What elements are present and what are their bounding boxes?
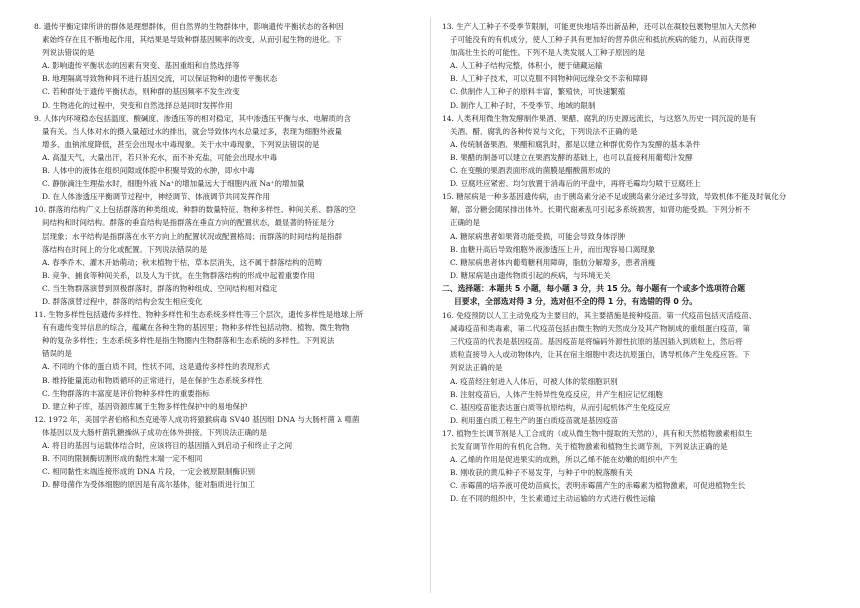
question-q12	[34, 413, 424, 492]
question-stem-line: 种的复杂多样性；生态系统多样性是指生物圈内生物群落和生态系统的多样性。下列说法	[42, 336, 335, 346]
question-stem-line: 17. 植物生长调节剂是人工合成的（或从微生物中提取的天然的），具有和天然植物激素相似生	[442, 428, 753, 438]
question-q15	[442, 190, 836, 282]
question-q9	[34, 112, 424, 204]
question-stem-line: 三代疫苗的代表是基因疫苗。基因疫苗是将编码外源性抗原的基因插入到质粒上，然后将	[450, 337, 743, 347]
question-stem-line: 列说法正确的是	[450, 363, 503, 373]
answer-option: B. 果醋的制备可以建立在果酒发酵的基础上，也可以直接利用葡萄汁发酵	[450, 152, 693, 162]
question-stem-line: 错误的是	[42, 349, 72, 359]
question-stem-line: 9. 人体内环境稳态包括温度、酸碱度、渗透压等的相对稳定，其中渗透压平衡与水、电解质的含	[34, 113, 352, 123]
question-stem-line: 关酒、醋、腐乳的各种传说与文化，下列说法不正确的是	[450, 126, 638, 136]
question-q16	[442, 309, 836, 427]
answer-option: D. 在人体渗透压平衡调节过程中，神经调节、体液调节共同发挥作用	[42, 192, 271, 202]
answer-option: B. 人体中的液体在组织间隙或体腔中积聚导致的水肿，即水中毒	[42, 166, 255, 176]
question-stem-line: 质粒直接导入人或动物体内，让其在宿主细胞中表达抗原蛋白，诱导机体产生免疫应答。下	[450, 350, 750, 360]
question-stem-line: 8. 遗传平衡定律所讲的群体是理想群体，但自然界的生物群体中，影响遗传平衡状态的各种因	[34, 22, 344, 31]
section-heading-multiple-choice	[442, 282, 836, 309]
answer-option: B. 刚收获的黄瓜种子不易发芽，与种子中的脱落酸有关	[450, 468, 633, 478]
question-stem-line: 12. 1972 年，美国学者伯格和杰克逊等人成功将猿猴病毒 SV40 基因组 DNA 与大肠杆菌 λ 噬菌	[34, 414, 360, 424]
question-stem-line: 子可能没有的有机成分，使人工种子具有更加好的营养供应和抵抗疾病的能力，从而获得更	[450, 35, 750, 45]
answer-option: A. 春季乔木、灌木开始萌动；秋末植物干枯，草本层消失，这不属于群落结构的范畴	[42, 257, 323, 267]
question-stem-line: 13. 生产人工种子不受季节限制，可能更快地培养出新品种，还可以在凝胶包裹物里加入天然种	[442, 22, 757, 31]
answer-option: A. 糖尿病患者如果肾功能受损，可能会导致身体浮肿	[450, 231, 626, 241]
question-stem-line: 素始终存在且不断地起作用，其结果是导致种群基因频率的改变，从而引起生物的进化。下	[42, 35, 342, 45]
question-stem-line: 11. 生物多样性包括遗传多样性、物种多样性和生态系统多样性等三个层次，遗传多样性是地球上所	[34, 310, 364, 320]
right-column	[442, 20, 836, 505]
answer-option: D. 制作人工种子时，不受季节、地域的限制	[450, 100, 596, 110]
question-stem-line: 落结构在时间上的分化或配置。下列说法错误的是	[42, 244, 207, 254]
answer-option: B. 血糖升高后导致细胞外液渗透压上升，而出现容易口渴现象	[450, 244, 656, 254]
answer-option: B. 竞争、捕食等种间关系，以及人为干扰，在生物群落结构的形成中起着重要作用	[42, 270, 315, 280]
answer-option: C. 静脉滴注生理盐水时，细胞外液 Na⁺的增加量远大于细胞内液 Na⁺的增加量	[42, 179, 305, 189]
answer-option: D. 建立种子库，基因资源库属于生物多样性保护中的易地保护	[42, 401, 248, 411]
question-stem-line: 正确的是	[450, 218, 480, 228]
question-stem-line: 体基因以及大肠杆菌乳糖操纵子成功在体外拼接。下列说法正确的是	[42, 427, 267, 437]
answer-option: A. 高温天气，大量出汗，若只补充水，而不补充盐，可能会出现水中毒	[42, 152, 278, 162]
answer-option: C. 在变酸的果酒表面形成的菌膜是醋酸菌形成的	[450, 166, 611, 176]
answer-option: D. 糖尿病是由遗传物质引起的疾病，与环境无关	[450, 270, 611, 280]
answer-option: A. 传统制备果酒、果醋和腐乳时，都是以建立种群优势作为发酵的基本条件	[450, 139, 701, 149]
answer-option: C. 相同黏性末端连接形成的 DNA 片段，一定会被原限制酶识别	[42, 467, 255, 477]
answer-option: D. 生物进化的过程中，突变和自然选择总是同时发挥作用	[42, 100, 233, 110]
answer-option: A. 影响遗传平衡状态的因素有突变、基因重组和自然选择等	[42, 61, 240, 71]
question-stem-line: 15. 糖尿病是一种多基因遗传病，由于胰岛素分泌不足或胰岛素分泌过多导致，导致机体不能及时氧化分	[442, 192, 787, 202]
question-stem-line: 10. 群落的结构广义上包括群落的种类组成、种群的数量特征、物种多样性、种间关系、群落的空	[34, 205, 356, 215]
question-q14	[442, 112, 836, 191]
answer-option: A. 不同的个体的蛋白质不同，性状不同，这是遗传多样性的表现形式	[42, 362, 270, 372]
answer-option: C. 生物群落的丰富度是评价物种多样性的重要指标	[42, 388, 210, 398]
answer-option: D. 在不同的组织中，生长素通过主动运输的方式进行极性运输	[450, 494, 656, 504]
answer-option: D. 酵母菌作为受体细胞的原因是有高尔基体，能对脂质进行加工	[42, 480, 256, 490]
answer-option: D. 群落演替过程中，群落的结构会发生相应变化	[42, 296, 203, 306]
question-stem-line: 间结构和时间结构。群落的垂直结构是指群落在垂直方向的配置状态，最显著的特征是分	[42, 218, 335, 228]
answer-option: B. 地理隔离导致物种间不进行基因交流，可以保证物种的遗传平衡状态	[42, 74, 278, 84]
answer-option: D. 豆腐坯应紧密、均匀放置于消毒后的平盘中，再将毛霉均匀喷于豆腐坯上	[450, 179, 701, 189]
question-stem-line: 量有关。当人体对水的摄入量超过水的排出，就会导致体内水总量过多，表现为细胞外液量	[42, 126, 342, 136]
answer-option: B. 注射疫苗后，人体产生特异性免疫反应，并产生相应记忆细胞	[450, 389, 663, 399]
section-heading-line: 目要求，全部选对得 3 分，选对但不全的得 1 分，有选错的得 0 分。	[454, 297, 698, 307]
question-stem-line: 16. 免疫预防以人工主动免疫为主要目的，其主要措施是接种疫苗。第一代疫苗包括灭活疫苗、	[442, 311, 757, 321]
answer-option: A. 乙烯的作用是促进果实的成熟，所以乙烯不能在幼嫩的组织中产生	[450, 455, 678, 465]
left-column	[34, 20, 424, 491]
answer-option: A. 将目的基因与运载体结合时，应该将目的基因插入到启动子和终止子之间	[42, 441, 293, 450]
question-stem-line: 14. 人类利用微生物发酵制作果酒、果醋、腐乳的历史源远流长，与这悠久历史一同沉淀的是有	[442, 113, 757, 123]
question-q17	[442, 427, 836, 506]
answer-option: B. 人工种子技术，可以克服不同物种间远缘杂交不亲和障碍	[450, 74, 648, 84]
answer-option: C. 糖尿病患者体内葡萄糖利用障碍，脂肪分解增多，患者消瘦	[450, 257, 656, 267]
question-q13	[442, 20, 836, 112]
question-stem-line: 减毒疫苗和类毒素，第二代疫苗包括由微生物的天然成分及其产物制成的重组蛋白疫苗，第	[450, 324, 750, 334]
question-stem-line: 列说法错误的是	[42, 48, 95, 58]
answer-option: A. 人工种子结构完整，体积小，便于储藏运输	[450, 61, 603, 71]
answer-option: B. 不同的限制酶切割形成的黏性末端一定不相同	[42, 454, 203, 464]
question-stem-line: 解，部分糖会随尿排出体外。长期代谢紊乱可引起多系统损害，如肾功能受损。下列分析不	[450, 205, 750, 215]
question-q11	[34, 308, 424, 413]
question-q8	[34, 20, 424, 112]
question-stem-line: 有有遗传变异信息的综合，蕴藏在各种生物的基因里；物种多样性包括动物、植物、微生物物	[42, 323, 350, 333]
answer-option: A. 疫苗经注射进入人体后，可被人体的浆细胞识别	[450, 376, 618, 386]
answer-option: C. 若种群处于遗传平衡状态，则种群的基因频率不发生改变	[42, 87, 240, 97]
question-q10	[34, 203, 424, 308]
question-stem-line: 增多、血钠浓度降低，甚至会出现水中毒现象。关于水中毒现象，下列说法错误的是	[42, 139, 320, 149]
answer-option: B. 维持能量流动和物质循环的正常进行，是在保护生态系统多样性	[42, 375, 263, 385]
question-stem-line: 加高壮生长的可能性。下列不是人类发展人工种子原因的是	[450, 48, 645, 58]
answer-option: C. 基因疫苗能表达蛋白质等抗原结构，从而引起机体产生免疫反应	[450, 402, 671, 412]
column-divider	[430, 18, 431, 593]
section-heading-line: 二、选择题：本题共 5 小题，每小题 3 分，共 15 分。每小题有一个或多个选项符合题	[442, 283, 746, 293]
answer-option: D. 利用蛋白质工程生产的蛋白质疫苗就是基因疫苗	[450, 415, 619, 425]
answer-option: C. 赤霉菌的培养液可使幼苗疯长，表明赤霉菌产生的赤霉素为植物激素，可促进植物生长	[450, 481, 746, 491]
question-stem-line: 层现象；水平结构是指群落在水平方向上的配置状况或配置格局；而群落的时间结构是指群	[42, 231, 342, 241]
answer-option: C. 当生物群落演替到顶极群落时，群落的物种组成、空间结构相对稳定	[42, 283, 278, 293]
question-stem-line: 长发育调节作用的有机化合物。关于植物激素和植物生长调节剂，下列说法正确的是	[450, 442, 728, 451]
answer-option: C. 供制作人工种子的原料丰富，繁殖快，可快速繁殖	[450, 87, 626, 97]
